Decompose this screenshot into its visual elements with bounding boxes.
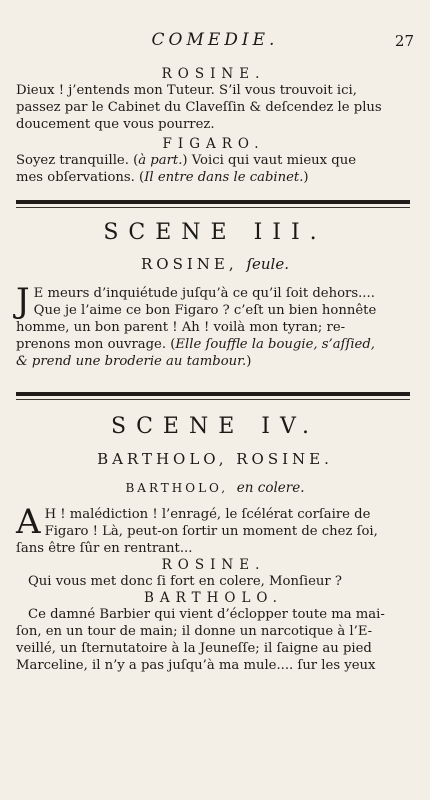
section-divider (16, 392, 410, 396)
scene-4-characters: BARTHOLO, ROSINE. (97, 450, 333, 468)
dialogue-line: veillé, un ſternutatoire à la Jeuneſſe; il ſaigne au pied (16, 641, 372, 656)
stage-direction: à part. (138, 153, 183, 168)
stage-direction-text: & prend une broderie au tambour. (16, 354, 247, 369)
dialogue-line: ſon, en un tour de main; il donne un narcotique à l’E- (16, 624, 373, 639)
dialogue-text: mes obſervations. ( (16, 170, 145, 185)
dialogue-line (16, 336, 411, 353)
scene-3-title: SCENE III. (103, 220, 327, 245)
speaker-name: ROSINE. (161, 557, 266, 573)
dialogue-text: ) (303, 170, 309, 185)
stage-direction: Il entre dans le cabinet. (144, 170, 304, 185)
dialogue-text: Soyez tranquille. ( (16, 153, 139, 168)
character-name: ROSINE, (141, 255, 238, 273)
dialogue-line: E meurs d’inquiétude juſqu’à ce qu’il ſoit dehors.... (33, 286, 375, 301)
scene-3-monologue (16, 281, 411, 370)
dialogue-line: Dieux ! j’entends mon Tuteur. S’il vous trouvoit ici, (16, 83, 357, 98)
scene-3-character (0, 255, 430, 273)
stage-direction: Elle ſouffle la bougie, s’aſſied, (175, 337, 375, 352)
dialogue-line: doucement que vous pourrez. (16, 117, 215, 132)
page-header (0, 30, 430, 52)
speaker-name: FIGARO. (162, 136, 265, 152)
character-note: ſeule. (246, 255, 289, 273)
dialogue-line (16, 169, 411, 186)
dialogue-line: Ce damné Barbier qui vient d’éclopper toute ma mai- (28, 607, 385, 622)
drop-cap: A (16, 502, 41, 542)
drop-cap: J (16, 281, 30, 321)
page-number: 27 (394, 32, 414, 50)
speaker-note: en colere. (236, 480, 305, 496)
dialogue-text: prenons mon ouvrage. ( (16, 337, 176, 352)
dialogue-line: Figaro ! Là, peut-on ſortir un moment de chez ſoi, (44, 524, 378, 539)
section-divider-thin (16, 399, 410, 400)
dialogue-line: passez par le Cabinet du Claveſſin & deſcendez le plus (16, 100, 382, 115)
dialogue-figaro (16, 136, 411, 186)
dialogue-line: Marceline, il n’y a pas juſqu’à ma mule.... ſur les yeux (16, 658, 376, 673)
speaker-name: ROSINE. (161, 66, 266, 82)
speaker-name: BARTHOLO. (144, 590, 283, 606)
dialogue-line: ſans être ſûr en rentrant... (16, 541, 193, 556)
dialogue-line: homme, un bon parent ! Ah ! voilà mon tyran; re- (16, 320, 346, 335)
dialogue-line: Qui vous met donc ſi fort en colere, Monſieur ? (28, 574, 342, 589)
dialogue-line (16, 152, 411, 169)
speaker-name: BARTHOLO, (125, 481, 229, 495)
scene-4-title: SCENE IV. (111, 414, 319, 439)
stage-direction: & prend une broderie au tambour.) (16, 354, 252, 369)
section-divider (16, 200, 410, 204)
running-title: COMEDIE. (151, 30, 279, 50)
dialogue-text: ) Voici qui vaut mieux que (182, 153, 357, 168)
scene-4-dialogue (16, 502, 411, 674)
scene-4-speaker (0, 478, 430, 496)
section-divider-thin (16, 207, 410, 208)
dialogue-line: H ! malédiction ! l’enragé, le ſcélérat corſaire de (44, 507, 371, 522)
dialogue-rosine-1 (16, 66, 411, 133)
dialogue-line: Que je l’aime ce bon Figaro ? c’eſt un bien honnête (33, 303, 377, 318)
